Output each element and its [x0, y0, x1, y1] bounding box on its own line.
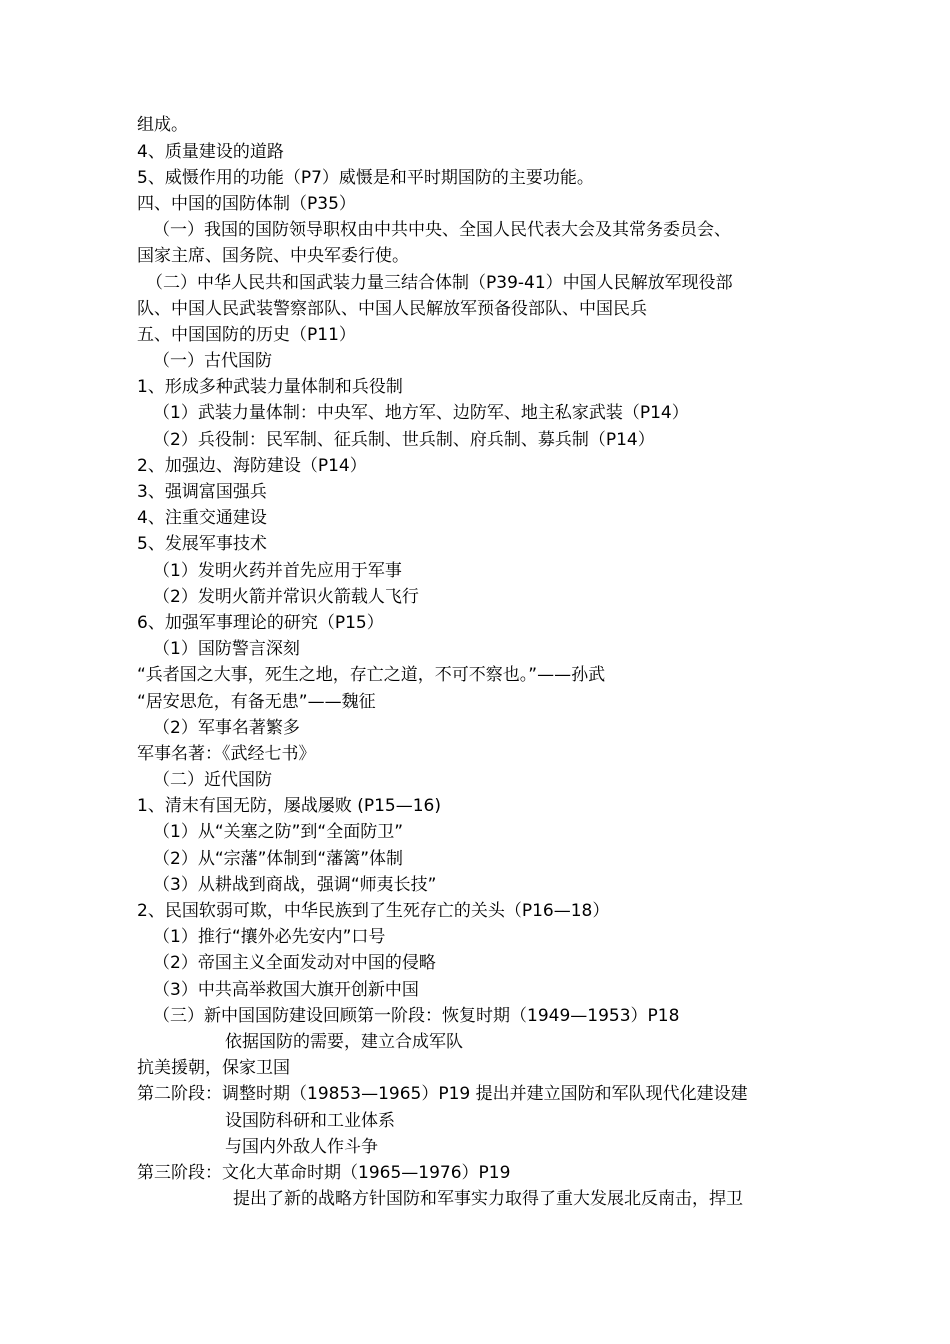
- text-line: （3）从耕战到商战，强调“师夷长技”: [153, 875, 437, 895]
- text-line: 国家主席、国务院、中央军委行使。: [137, 246, 409, 266]
- text-line: （3）中共高举救国大旗开创新中国: [153, 980, 419, 1000]
- text-line: 提出了新的战略方针国防和军事实力取得了重大发展北反南击，捍卫: [233, 1189, 743, 1209]
- text-line: 队、中国人民武装警察部队、中国人民解放军预备役部队、中国民兵: [137, 299, 647, 319]
- quote-line: “兵者国之大事，死生之地，存亡之道，不可不察也。”——孙武: [137, 665, 606, 685]
- text-line: （2）帝国主义全面发动对中国的侵略: [153, 953, 436, 973]
- text-line: （2）从“宗藩”体制到“藩篱”体制: [153, 849, 404, 869]
- text-line: （2）发明火箭并常识火箭载人飞行: [153, 587, 419, 607]
- text-line: 第三阶段：文化大革命时期（1965—1976）P19: [137, 1163, 511, 1183]
- text-line: （1）武装力量体制：中央军、地方军、边防军、地主私家武装（P14）: [153, 403, 689, 423]
- text-line: 6、加强军事理论的研究（P15）: [137, 613, 384, 633]
- text-line: 5、威慑作用的功能（P7）威慑是和平时期国防的主要功能。: [137, 168, 594, 188]
- subsection-heading: （三）新中国国防建设回顾第一阶段：恢复时期（1949—1953）P18: [153, 1006, 680, 1026]
- text-line: 抗美援朝，保家卫国: [137, 1058, 290, 1078]
- text-line: 2、民国软弱可欺，中华民族到了生死存亡的关头（P16—18）: [137, 901, 610, 921]
- text-line: 与国内外敌人作斗争: [225, 1137, 378, 1157]
- text-line: 3、强调富国强兵: [137, 482, 267, 502]
- text-line: （1）发明火药并首先应用于军事: [153, 561, 402, 581]
- text-line: 军事名著：《武经七书》: [137, 744, 316, 764]
- text-line: 5、发展军事技术: [137, 534, 267, 554]
- text-line: （2）兵役制：民军制、征兵制、世兵制、府兵制、募兵制（P14）: [153, 430, 655, 450]
- text-line: （2）军事名著繁多: [153, 718, 300, 738]
- text-line: （1）国防警言深刻: [153, 639, 300, 659]
- text-line: 4、注重交通建设: [137, 508, 267, 528]
- text-line: 2、加强边、海防建设（P14）: [137, 456, 367, 476]
- text-line: 第二阶段：调整时期（19853—1965）P19 提出并建立国防和军队现代化建设建: [137, 1084, 748, 1104]
- text-line: （二）中华人民共和国武装力量三结合体制（P39-41）中国人民解放军现役部: [146, 273, 733, 293]
- subsection-heading: （二）近代国防: [153, 770, 272, 790]
- section-heading: 五、中国国防的历史（P11）: [137, 325, 356, 345]
- text-line: 组成。: [137, 115, 188, 135]
- text-line: （1）从“关塞之防”到“全面防卫”: [153, 822, 404, 842]
- text-line: （一）我国的国防领导职权由中共中央、全国人民代表大会及其常务委员会、: [153, 220, 731, 240]
- subsection-heading: （一）古代国防: [153, 351, 272, 371]
- text-line: （1）推行“攘外必先安内”口号: [153, 927, 386, 947]
- section-heading: 四、中国的国防体制（P35）: [137, 194, 356, 214]
- text-line: 1、清末有国无防，屡战屡败 (P15—16): [137, 796, 441, 816]
- text-line: 4、质量建设的道路: [137, 142, 284, 162]
- quote-line: “居安思危，有备无患”——魏征: [137, 692, 376, 712]
- text-line: 依据国防的需要，建立合成军队: [225, 1032, 463, 1052]
- text-line: 设国防科研和工业体系: [225, 1111, 395, 1131]
- text-line: 1、形成多种武装力量体制和兵役制: [137, 377, 403, 397]
